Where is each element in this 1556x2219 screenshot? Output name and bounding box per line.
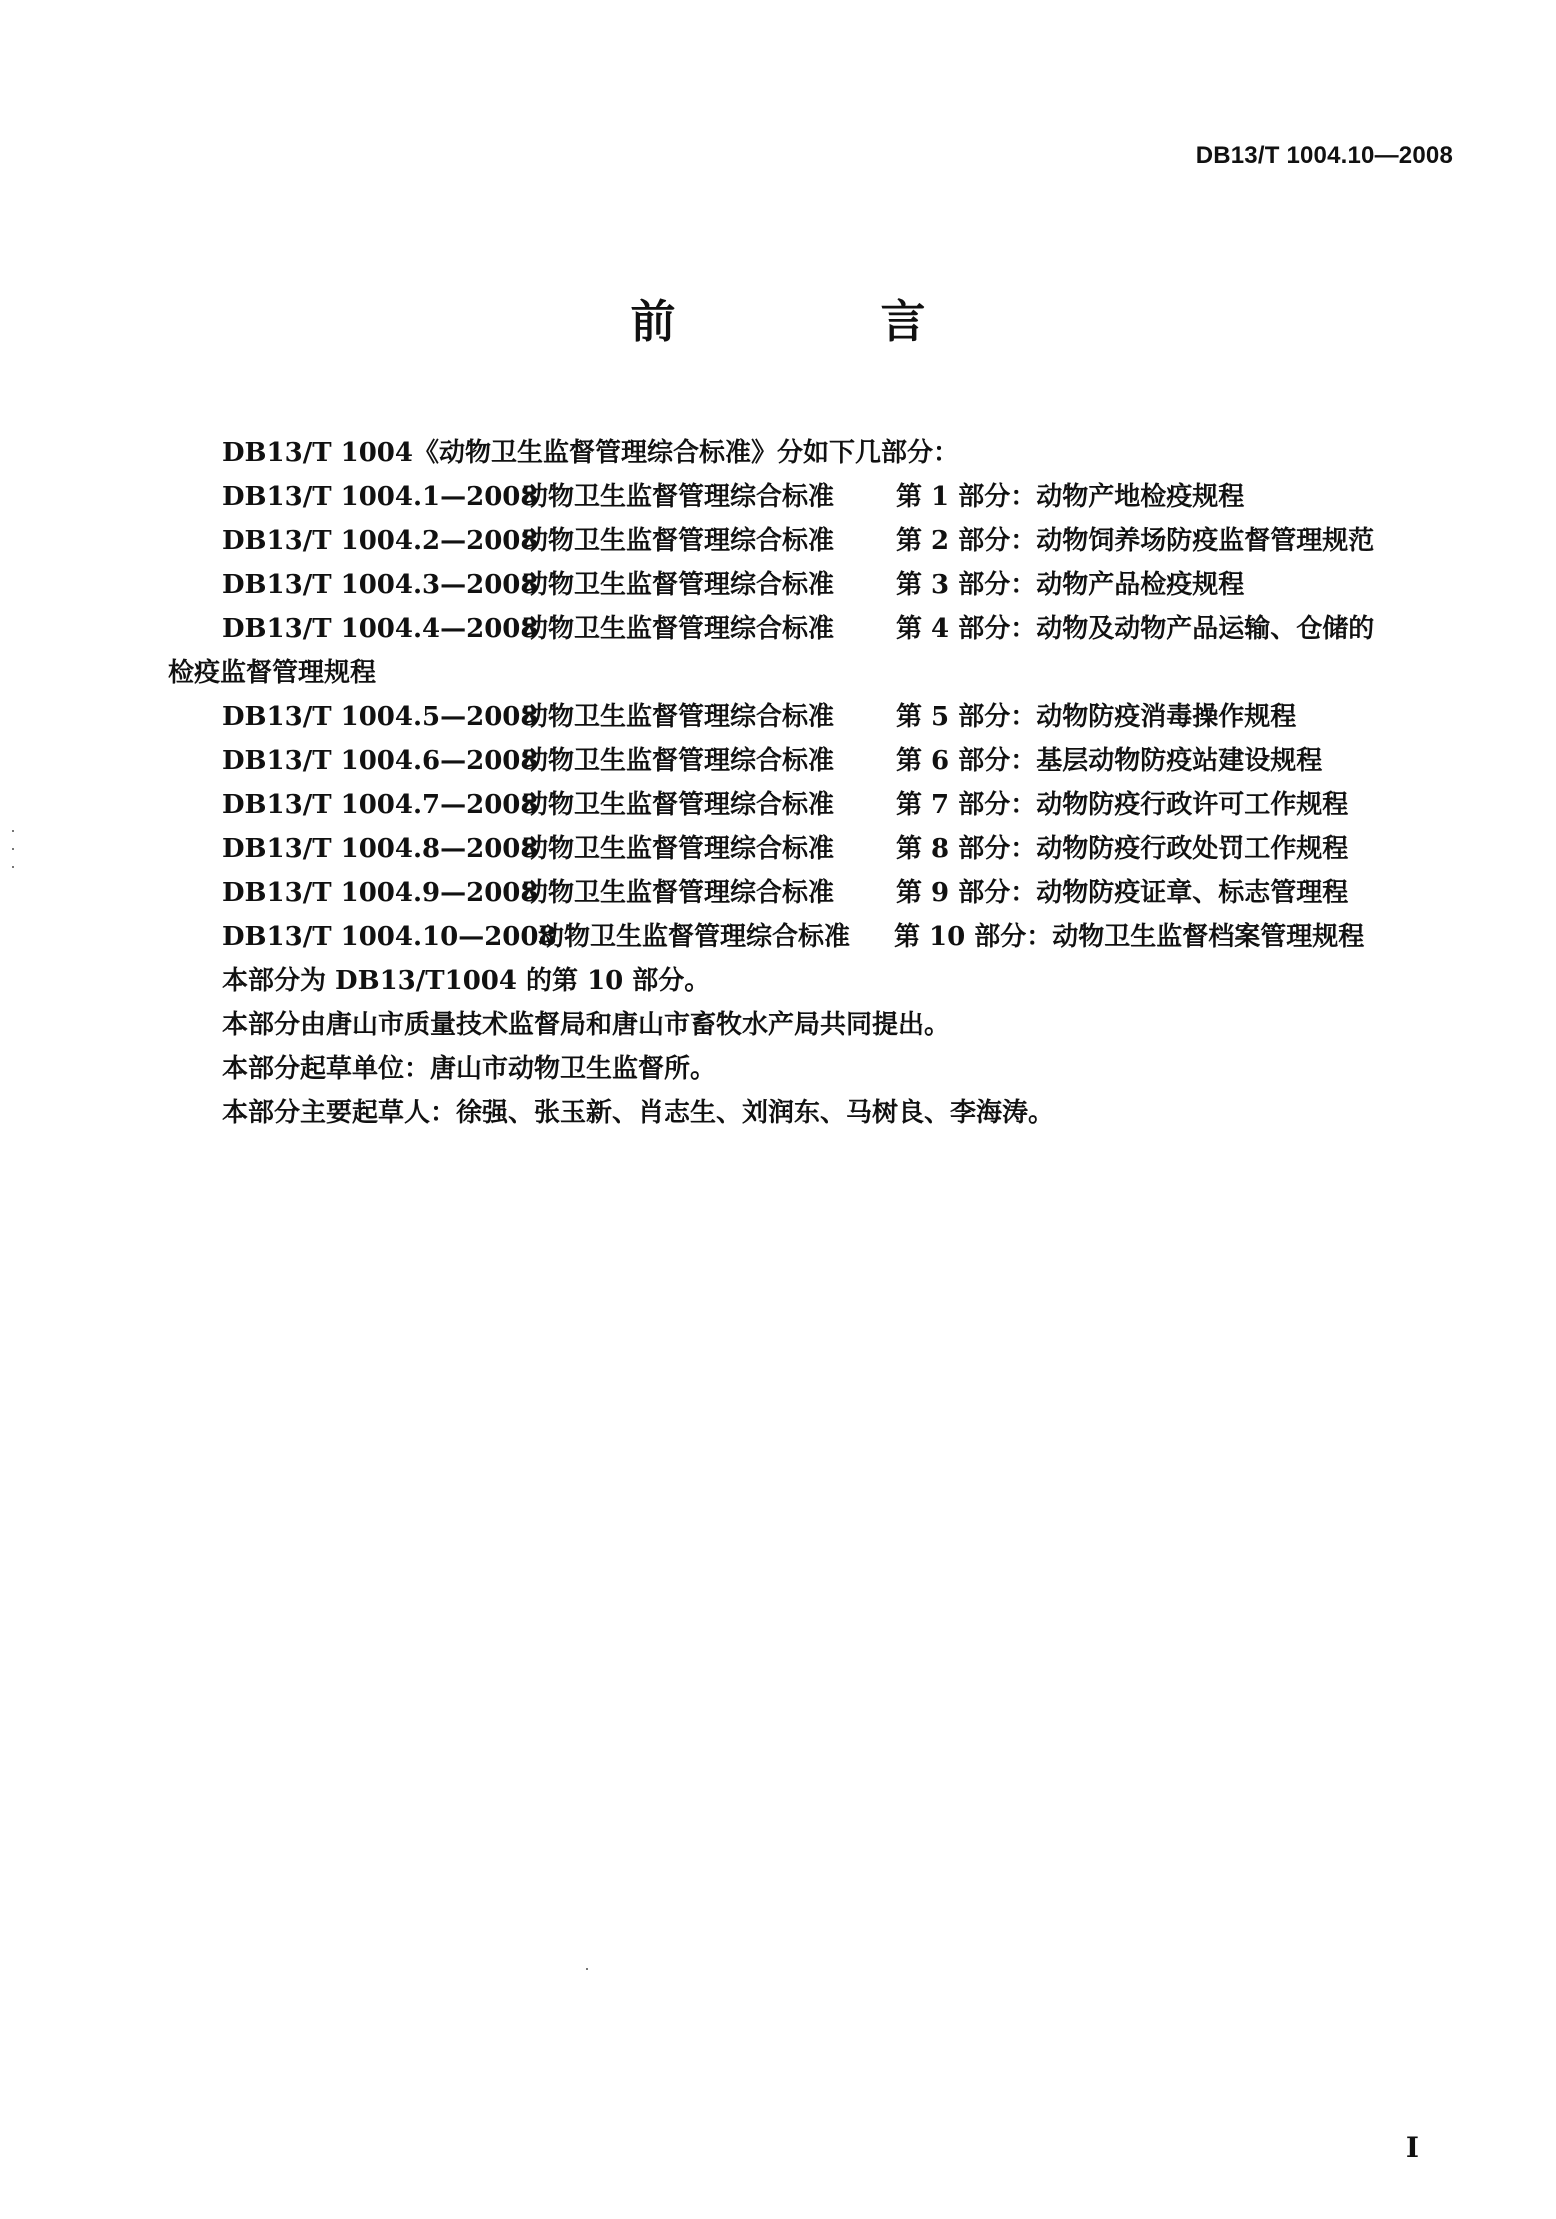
part-code: DB13/T 1004.1—2008 [222,482,539,512]
part-title: 第 3 部分：动物产品检疫规程 [896,570,1245,600]
part-row-2 [168,519,1420,563]
part-title: 第 1 部分：动物产地检疫规程 [896,482,1245,512]
part-title: 第 8 部分：动物防疫行政处罚工作规程 [896,834,1349,864]
part-row-6 [168,739,1420,783]
part-code: DB13/T 1004.4—2008 [222,614,539,644]
part-standard-name: 动物卫生监督管理综合标准 [522,702,835,732]
part-code: DB13/T 1004.2—2008 [222,526,539,556]
part-4-title-continuation: 检疫监督管理规程 [168,658,377,688]
part-standard-name: 动物卫生监督管理综合标准 [522,614,835,644]
page-title: 前 言 [630,295,1006,348]
part-standard-name: 动物卫生监督管理综合标准 [522,482,835,512]
part-standard-name: 动物卫生监督管理综合标准 [522,570,835,600]
part-code: DB13/T 1004.5—2008 [222,702,539,732]
part-row-9 [168,871,1420,915]
page-number: I [1405,2131,1419,2164]
part-code: DB13/T 1004.3—2008 [222,570,539,600]
part-title: 第 4 部分：动物及动物产品运输、仓储的 [896,614,1375,644]
part-code: DB13/T 1004.9—2008 [222,878,539,908]
part-title: 第 2 部分：动物饲养场防疫监督管理规范 [896,526,1375,556]
scan-speck [586,1968,588,1970]
statement-drafting-unit: 本部分起草单位：唐山市动物卫生监督所。 [222,1054,717,1084]
part-standard-name: 动物卫生监督管理综合标准 [522,790,835,820]
part-row-1 [168,475,1420,519]
part-title: 第 10 部分：动物卫生监督档案管理规程 [894,922,1365,952]
statement-part-number: 本部分为 DB13/T1004 的第 10 部分。 [222,966,711,996]
part-row-5 [168,695,1420,739]
part-standard-name: 动物卫生监督管理综合标准 [538,922,851,952]
statement-proposer: 本部分由唐山市质量技术监督局和唐山市畜牧水产局共同提出。 [222,1010,951,1040]
part-standard-name: 动物卫生监督管理综合标准 [522,526,835,556]
scan-speck [12,866,14,868]
foreword-body [168,431,1420,1135]
part-row-10 [168,915,1420,959]
scan-speck [12,848,14,850]
part-row-4 [168,607,1420,651]
part-row-7 [168,783,1420,827]
intro-paragraph: DB13/T 1004《动物卫生监督管理综合标准》分如下几部分： [222,438,959,468]
part-standard-name: 动物卫生监督管理综合标准 [522,878,835,908]
part-title: 第 7 部分：动物防疫行政许可工作规程 [896,790,1349,820]
part-title: 第 9 部分：动物防疫证章、标志管理程 [896,878,1349,908]
scan-speck [12,830,14,832]
part-title: 第 5 部分：动物防疫消毒操作规程 [896,702,1297,732]
statement-drafters: 本部分主要起草人：徐强、张玉新、肖志生、刘润东、马树良、李海涛。 [222,1098,1055,1128]
part-code: DB13/T 1004.7—2008 [222,790,539,820]
part-code: DB13/T 1004.10—2008 [222,922,557,952]
part-row-3 [168,563,1420,607]
part-code: DB13/T 1004.8—2008 [222,834,539,864]
part-code: DB13/T 1004.6—2008 [222,746,539,776]
part-title: 第 6 部分：基层动物防疫站建设规程 [896,746,1323,776]
standard-code-header: DB13/T 1004.10—2008 [1195,142,1453,169]
part-standard-name: 动物卫生监督管理综合标准 [522,834,835,864]
part-standard-name: 动物卫生监督管理综合标准 [522,746,835,776]
part-row-8 [168,827,1420,871]
